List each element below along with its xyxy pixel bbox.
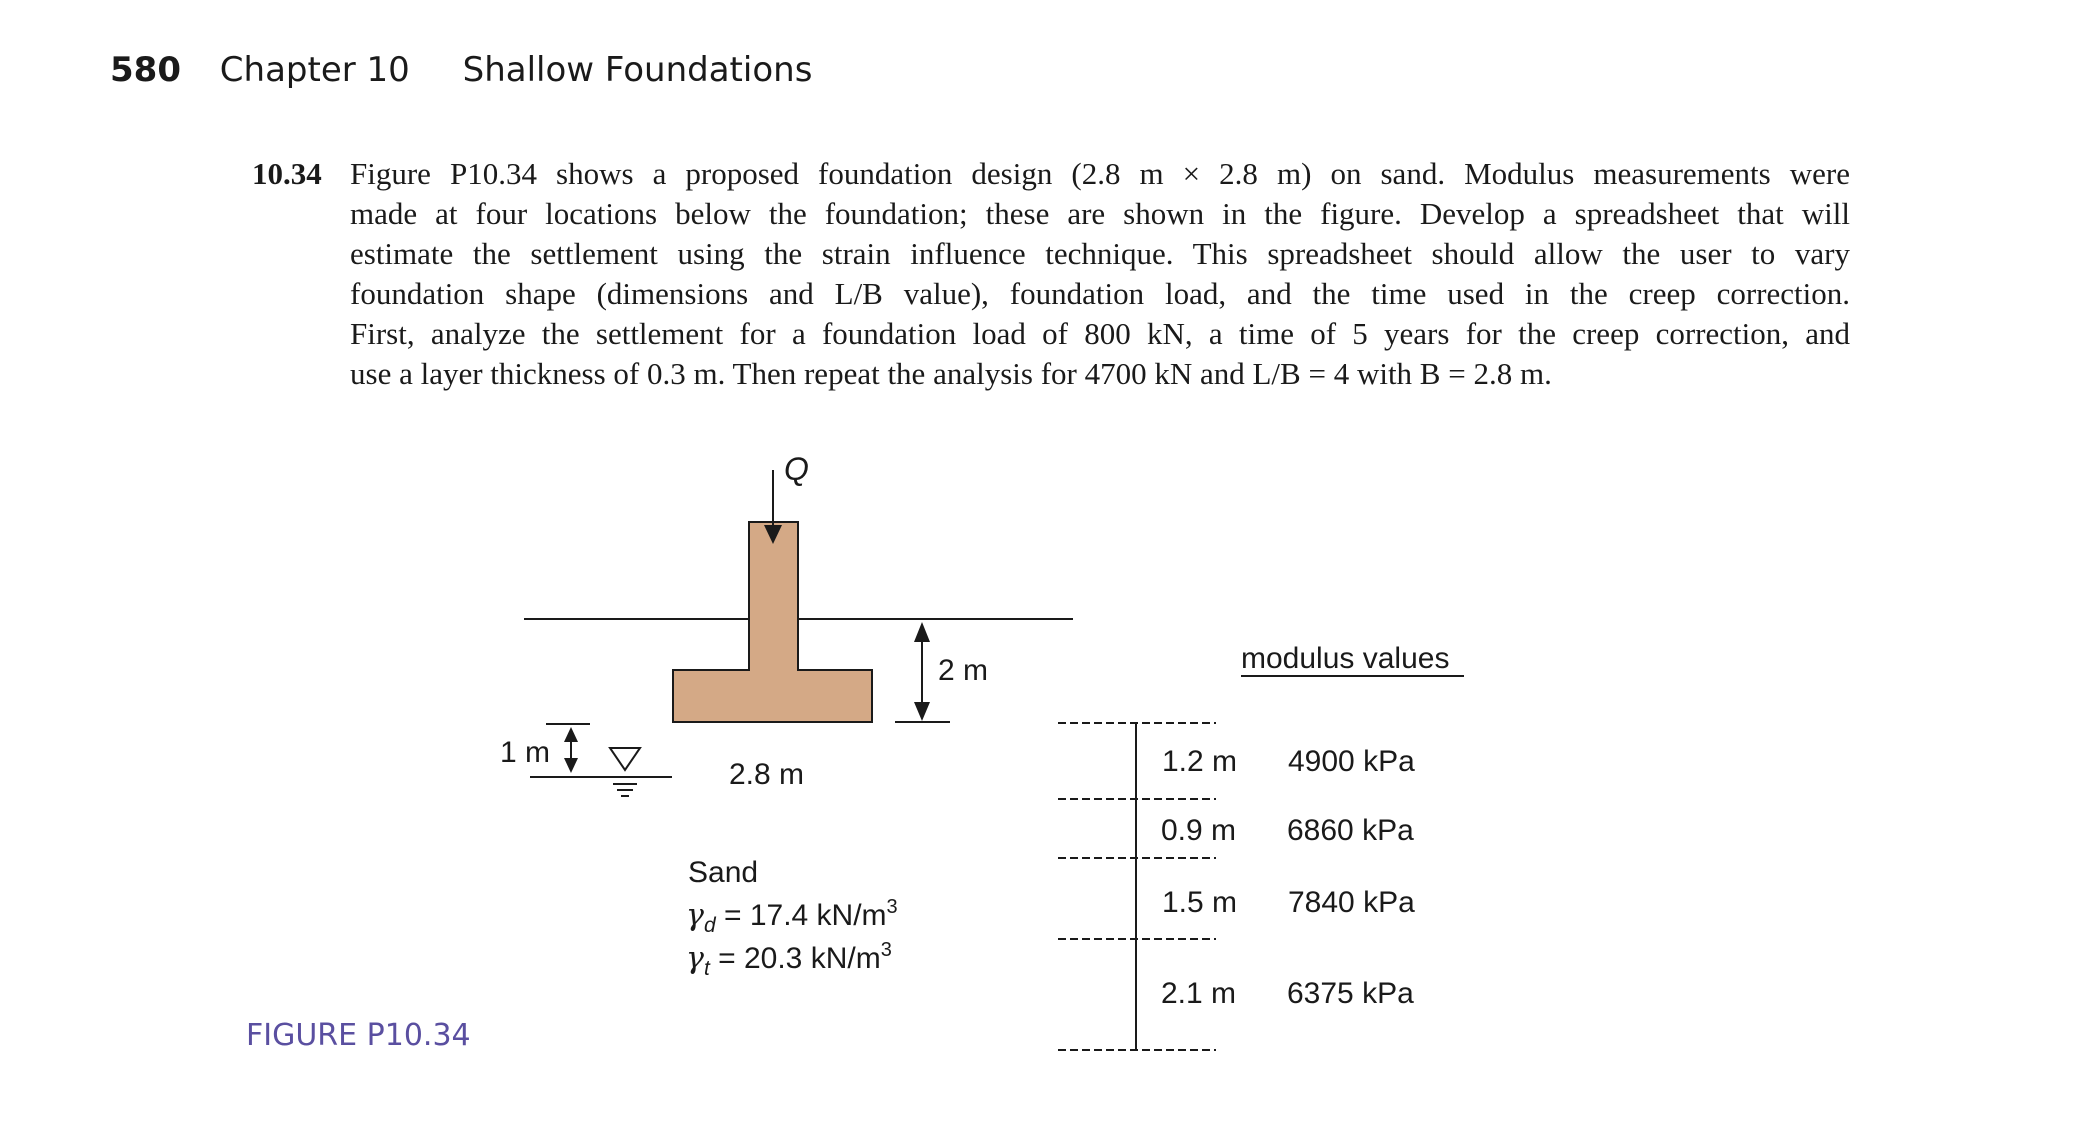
gamma-t-line: $\gamma_t = 20.3$ $kN/m^3$ bbox=[686, 939, 892, 980]
figure-caption: FIGURE P10.34 bbox=[246, 1018, 471, 1053]
water-depth-label: 1 m bbox=[500, 736, 551, 769]
footing-shape bbox=[673, 522, 872, 722]
chapter-label: Chapter 10 bbox=[219, 50, 410, 90]
problem-line: use a layer thickness of 0.3 m. Then repeat the analysis for 4700 kN and L/B = 4 with B = 2.8 m. bbox=[350, 356, 1552, 391]
width-label: 2.8 m bbox=[729, 758, 805, 791]
chapter-title: Shallow Foundations bbox=[462, 50, 813, 90]
problem-line: made at four locations below the foundation; these are shown in the figure. Develop a spreadsheet that will bbox=[350, 196, 1850, 231]
layer-modulus: 4900 kPa bbox=[1288, 745, 1415, 778]
water-table-icon bbox=[610, 748, 640, 770]
problem-number: 10.34 bbox=[252, 156, 322, 191]
depth-label: 2 m bbox=[938, 654, 989, 687]
dim-arrow-down-icon bbox=[914, 702, 930, 721]
problem-line: foundation shape (dimensions and L/B value), foundation load, and the time used in the creep correction. bbox=[350, 276, 1850, 311]
layer-modulus: 6375 kPa bbox=[1287, 977, 1414, 1010]
soil-name: Sand bbox=[688, 856, 759, 889]
load-label: Q bbox=[784, 451, 809, 487]
modulus-title: modulus values bbox=[1241, 642, 1450, 675]
layer-thickness: 0.9 m bbox=[1161, 814, 1237, 847]
page-number: 580 bbox=[110, 50, 181, 90]
layer-modulus: 6860 kPa bbox=[1287, 814, 1414, 847]
layer-thickness: 1.5 m bbox=[1162, 886, 1238, 919]
problem-line: estimate the settlement using the strain influence technique. This spreadsheet should allow the user to vary bbox=[350, 236, 1850, 271]
wt-arrow-down-icon bbox=[564, 758, 578, 773]
layer-thickness: 2.1 m bbox=[1161, 977, 1237, 1010]
gamma-d-line: $\gamma_d = 17.4$ $kN/m^3$ bbox=[686, 896, 898, 937]
problem-line: First, analyze the settlement for a foundation load of 800 kN, a time of 5 years for the creep correction, and bbox=[350, 316, 1850, 351]
layer-modulus: 7840 kPa bbox=[1288, 886, 1415, 919]
wt-arrow-up-icon bbox=[564, 727, 578, 742]
layer-thickness: 1.2 m bbox=[1162, 745, 1238, 778]
problem-line: Figure P10.34 shows a proposed foundation design (2.8 m × 2.8 m) on sand. Modulus measurements were bbox=[350, 156, 1850, 191]
dim-arrow-up-icon bbox=[914, 622, 930, 642]
